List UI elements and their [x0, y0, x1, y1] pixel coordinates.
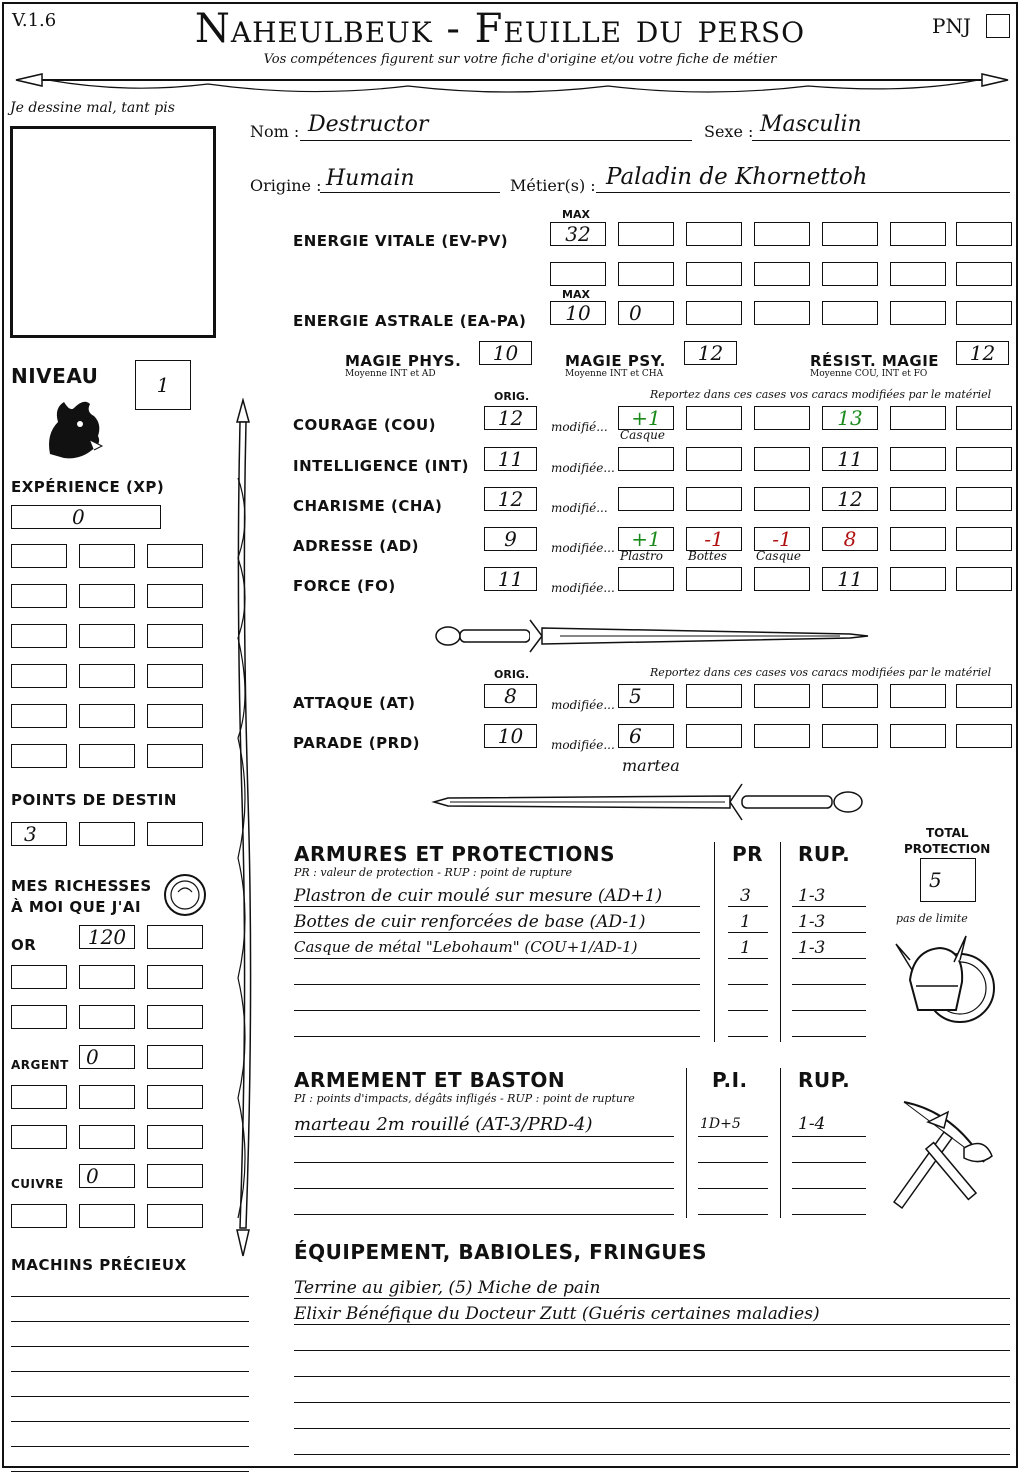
stat-mod-box[interactable]: 11	[822, 447, 878, 471]
weapon-line	[698, 1188, 768, 1189]
armor-item-rup[interactable]: 1-3	[798, 886, 826, 906]
stat-mod-note: Bottes	[688, 549, 727, 563]
weapon-item-rup[interactable]: 1-4	[798, 1114, 826, 1134]
stat-mod-box[interactable]	[618, 487, 674, 511]
page-title: Naheulbeuk - Feuille du perso	[194, 6, 806, 52]
or-box[interactable]	[79, 1005, 135, 1029]
resist-magie-note: Moyenne COU, INT et FO	[810, 369, 928, 379]
ev-box[interactable]	[754, 262, 810, 286]
stat-mod-label: modifié...	[551, 501, 608, 515]
total-label-2: PROTECTION	[904, 842, 991, 856]
niveau-box[interactable]: 1	[135, 360, 191, 410]
stat-mod-box[interactable]	[890, 567, 946, 591]
combat-orig-box[interactable]: 8	[484, 684, 537, 708]
total-note: pas de limite	[896, 912, 968, 925]
armor-line	[728, 906, 768, 907]
ev-box[interactable]	[890, 262, 946, 286]
armor-line	[792, 958, 866, 959]
combat-orig-label: ORIG.	[494, 668, 530, 681]
xp-box[interactable]	[79, 584, 135, 608]
cuivre-box[interactable]	[79, 1204, 135, 1228]
xp-box[interactable]	[11, 624, 67, 648]
xp-box[interactable]	[147, 584, 203, 608]
cuivre-label: CUIVRE	[11, 1177, 64, 1191]
coin-icon	[162, 872, 208, 918]
ev-box[interactable]	[956, 262, 1012, 286]
ea-label: ENERGIE ASTRALE (EA-PA)	[293, 312, 527, 330]
weapon-line	[698, 1136, 768, 1137]
combat-mod-box[interactable]	[754, 724, 810, 748]
or-box[interactable]	[147, 925, 203, 949]
argent-label: ARGENT	[11, 1058, 69, 1072]
nom-label: Nom :	[250, 122, 300, 141]
weapon-item-name[interactable]: marteau 2m rouillé (AT-3/PRD-4)	[294, 1114, 593, 1135]
ev-label: ENERGIE VITALE (EV-PV)	[293, 232, 509, 250]
stat-mod-box[interactable]: 8	[822, 527, 878, 551]
xp-box[interactable]	[147, 704, 203, 728]
pnj-checkbox[interactable]	[986, 14, 1010, 38]
stat-mod-box[interactable]	[686, 487, 742, 511]
armor-line	[294, 984, 700, 985]
equipment-title: ÉQUIPEMENT, BABIOLES, FRINGUES	[294, 1240, 708, 1264]
armor-pr-label: PR	[732, 842, 764, 866]
weapon-line	[294, 1214, 674, 1215]
dragon-icon	[40, 394, 106, 464]
magie-phys-note: Moyenne INT et AD	[345, 369, 436, 379]
weapon-line	[294, 1162, 674, 1163]
magie-psy-note: Moyenne INT et CHA	[565, 369, 664, 379]
combat-mod-box[interactable]	[754, 684, 810, 708]
xp-box[interactable]	[147, 744, 203, 768]
stat-mod-box[interactable]: 11	[822, 567, 878, 591]
cuivre-box[interactable]	[147, 1164, 203, 1188]
stat-mod-box[interactable]	[754, 406, 810, 430]
combat-orig-box[interactable]: 10	[484, 724, 537, 748]
armor-line	[294, 906, 700, 907]
ev-box[interactable]	[956, 222, 1012, 246]
richesses-label-2: À MOI QUE J'AI	[11, 898, 142, 916]
armor-line	[792, 932, 866, 933]
portrait-caption: Je dessine mal, tant pis	[10, 100, 175, 116]
stat-mod-label: modifiée...	[551, 461, 615, 475]
armor-item-rup[interactable]: 1-3	[798, 938, 826, 958]
machins-line[interactable]	[11, 1471, 249, 1472]
argent-box[interactable]	[147, 1045, 203, 1069]
ev-box[interactable]	[686, 262, 742, 286]
armor-item-name[interactable]: Casque de métal "Lebohaum" (COU+1/AD-1)	[294, 938, 638, 956]
stat-mod-box[interactable]: -1	[754, 527, 810, 551]
stat-label: INTELLIGENCE (INT)	[293, 457, 469, 475]
xp-box[interactable]	[11, 584, 67, 608]
armor-item-name[interactable]: Bottes de cuir renforcées de base (AD-1)	[294, 912, 646, 932]
armor-line	[294, 1036, 700, 1037]
origine-label: Origine :	[250, 176, 322, 195]
ev-box[interactable]	[822, 262, 878, 286]
weapon-item-pi[interactable]: 1D+5	[700, 1116, 741, 1132]
ea-max-box[interactable]: 10	[550, 301, 606, 325]
armor-title: ARMURES ET PROTECTIONS	[294, 842, 615, 866]
cuivre-box[interactable]: 0	[79, 1164, 135, 1188]
ev-box[interactable]	[550, 262, 606, 286]
stat-mod-box[interactable]	[956, 567, 1012, 591]
ev-box[interactable]	[686, 222, 742, 246]
weapon-line	[792, 1162, 866, 1163]
ev-box[interactable]	[890, 222, 946, 246]
armor-line	[294, 958, 700, 959]
combat-mod-box[interactable]	[686, 724, 742, 748]
armor-line	[728, 1010, 768, 1011]
niveau-label: NIVEAU	[11, 364, 99, 388]
stat-mod-note: Casque	[620, 428, 666, 442]
stat-mod-box[interactable]	[686, 567, 742, 591]
combat-mod-box[interactable]	[822, 724, 878, 748]
armor-line	[792, 984, 866, 985]
combat-mod-box[interactable]: 6	[618, 724, 674, 748]
or-box[interactable]	[11, 965, 67, 989]
weapons-icon	[884, 1092, 1004, 1216]
combat-mod-box[interactable]: 5	[618, 684, 674, 708]
helmet-shield-icon	[890, 930, 1000, 1034]
argent-box[interactable]	[147, 1125, 203, 1149]
weapon-line	[294, 1136, 674, 1137]
stat-orig-box[interactable]: 11	[484, 567, 537, 591]
stat-mod-box[interactable]	[956, 406, 1012, 430]
armor-rup-label: RUP.	[798, 842, 851, 866]
stat-mod-box[interactable]	[754, 567, 810, 591]
stat-label: CHARISME (CHA)	[293, 497, 443, 515]
equipment-line	[294, 1376, 1010, 1377]
stat-mod-label: modifiée...	[551, 541, 615, 555]
metier-value[interactable]: Paladin de Khornettoh	[606, 164, 868, 190]
stat-mod-box[interactable]: +1	[618, 527, 674, 551]
weapons-title: ARMEMENT ET BASTON	[294, 1068, 566, 1092]
xp-box[interactable]: 0	[11, 505, 161, 529]
stat-label: COURAGE (COU)	[293, 416, 437, 434]
ev-box[interactable]: 32	[550, 222, 606, 246]
stat-mod-box[interactable]	[890, 406, 946, 430]
stat-orig-box[interactable]: 11	[484, 447, 537, 471]
stat-mod-box[interactable]	[956, 447, 1012, 471]
equipment-line	[294, 1350, 1010, 1351]
total-protection-box[interactable]: 5	[920, 858, 976, 902]
resist-magie-box[interactable]: 12	[956, 341, 1009, 365]
stat-mod-box[interactable]	[618, 567, 674, 591]
argent-box[interactable]	[79, 1125, 135, 1149]
ea-box[interactable]	[956, 301, 1012, 325]
magie-phys-box[interactable]: 10	[479, 341, 532, 365]
armor-item-pr[interactable]: 1	[740, 938, 751, 958]
weapons-pi-label: P.I.	[712, 1068, 748, 1092]
ev-max-label: MAX	[562, 208, 590, 221]
stat-mod-box[interactable]: -1	[686, 527, 742, 551]
resist-magie-label: RÉSIST. MAGIE	[810, 352, 940, 370]
xp-label: EXPÉRIENCE (XP)	[11, 478, 165, 496]
weapon-line	[792, 1136, 866, 1137]
stat-mod-box[interactable]	[754, 447, 810, 471]
stat-mod-box[interactable]	[890, 527, 946, 551]
weapon-line	[792, 1188, 866, 1189]
armor-item-rup[interactable]: 1-3	[798, 912, 826, 932]
or-box[interactable]	[147, 1005, 203, 1029]
ev-box[interactable]	[822, 222, 878, 246]
stat-orig-box[interactable]: 12	[484, 487, 537, 511]
stat-label: FORCE (FO)	[293, 577, 396, 595]
machins-line[interactable]	[11, 1346, 249, 1347]
xp-box[interactable]	[147, 664, 203, 688]
combat-report-note: Reportez dans ces cases vos caracs modifiées par le matériel	[650, 666, 992, 679]
stat-mod-box[interactable]: 13	[822, 406, 878, 430]
weapon-line	[698, 1162, 768, 1163]
destin-box[interactable]	[79, 822, 135, 846]
pnj-label: PNJ	[932, 14, 971, 38]
equipment-line	[294, 1324, 1010, 1325]
or-box[interactable]	[79, 965, 135, 989]
xp-box[interactable]	[79, 624, 135, 648]
combat-mod-box[interactable]	[686, 684, 742, 708]
stat-orig-box[interactable]: 12	[484, 406, 537, 430]
machins-line[interactable]	[11, 1396, 249, 1397]
armor-line	[792, 906, 866, 907]
xp-box[interactable]	[11, 704, 67, 728]
weapon-line	[698, 1214, 768, 1215]
argent-box[interactable]: 0	[79, 1045, 135, 1069]
stat-mod-label: modifié...	[551, 420, 608, 434]
combat-mod-box[interactable]	[956, 684, 1012, 708]
xp-box[interactable]	[11, 664, 67, 688]
armor-line	[728, 932, 768, 933]
magie-phys-label: MAGIE PHYS.	[345, 352, 462, 370]
combat-mod-label: modifiée...	[551, 738, 615, 752]
stat-mod-box[interactable]: +1	[618, 406, 674, 430]
nom-value[interactable]: Destructor	[308, 112, 429, 137]
page-subtitle: Vos compétences figurent sur votre fiche d'origine et/ou votre fiche de métier	[263, 52, 777, 67]
armor-item-pr[interactable]: 3	[740, 886, 751, 906]
machins-line[interactable]	[11, 1321, 249, 1322]
equipment-item[interactable]: Terrine au gibier, (5) Miche de pain	[294, 1278, 601, 1298]
argent-box[interactable]	[11, 1125, 67, 1149]
stat-mod-box[interactable]	[686, 447, 742, 471]
argent-box[interactable]	[79, 1085, 135, 1109]
xp-box[interactable]	[79, 544, 135, 568]
machins-line[interactable]	[11, 1421, 249, 1422]
destin-box[interactable]: 3	[11, 822, 67, 846]
or-box[interactable]	[11, 1005, 67, 1029]
staff-icon	[228, 398, 258, 1258]
armor-line	[728, 984, 768, 985]
ea-box[interactable]	[890, 301, 946, 325]
combat-mod-box[interactable]	[822, 684, 878, 708]
stat-label: ADRESSE (AD)	[293, 537, 420, 555]
xp-box[interactable]	[79, 744, 135, 768]
or-box[interactable]: 120	[79, 925, 135, 949]
stat-mod-box[interactable]	[686, 406, 742, 430]
origine-value[interactable]: Humain	[326, 166, 415, 191]
ea-current-box[interactable]: 0	[618, 301, 674, 325]
equipment-line	[294, 1454, 1010, 1455]
machins-label: MACHINS PRÉCIEUX	[11, 1256, 187, 1274]
destin-box[interactable]	[147, 822, 203, 846]
spear-divider-icon	[8, 64, 1016, 104]
metier-label: Métier(s) :	[510, 176, 596, 195]
cuivre-box[interactable]	[147, 1204, 203, 1228]
sword-icon	[430, 614, 870, 658]
combat-mod-box[interactable]	[890, 724, 946, 748]
stat-mod-note: Plastro	[620, 549, 664, 563]
weapon-line	[792, 1214, 866, 1215]
magie-psy-box[interactable]: 12	[684, 341, 737, 365]
portrait-box[interactable]	[10, 126, 216, 338]
stats-orig-label: ORIG.	[494, 390, 530, 403]
combat-mod-label: modifiée...	[551, 698, 615, 712]
machins-line[interactable]	[11, 1296, 249, 1297]
cuivre-box[interactable]	[11, 1204, 67, 1228]
stat-mod-box[interactable]	[618, 447, 674, 471]
stat-mod-box[interactable]: 12	[822, 487, 878, 511]
combat-mod-box[interactable]	[890, 684, 946, 708]
ev-box[interactable]	[618, 222, 674, 246]
machins-line[interactable]	[11, 1446, 249, 1447]
ea-box[interactable]	[686, 301, 742, 325]
stat-mod-box[interactable]	[890, 447, 946, 471]
weapons-rup-label: RUP.	[798, 1068, 851, 1092]
equipment-line	[294, 1428, 1010, 1429]
armor-item-pr[interactable]: 1	[740, 912, 751, 932]
sword-icon	[430, 780, 870, 824]
machins-line[interactable]	[11, 1371, 249, 1372]
xp-box[interactable]	[147, 624, 203, 648]
armor-line	[294, 1010, 700, 1011]
xp-box[interactable]	[79, 704, 135, 728]
richesses-label: MES RICHESSES	[11, 877, 152, 895]
combat-note: martea	[622, 756, 680, 775]
total-label: TOTAL	[926, 826, 969, 840]
stat-mod-box[interactable]	[956, 487, 1012, 511]
sexe-value[interactable]: Masculin	[760, 112, 862, 137]
armor-line	[728, 1036, 768, 1037]
combat-mod-box[interactable]	[956, 724, 1012, 748]
or-label: OR	[11, 936, 37, 954]
destin-label: POINTS DE DESTIN	[11, 791, 177, 809]
ea-box[interactable]	[754, 301, 810, 325]
weapon-line	[294, 1188, 674, 1189]
ev-box[interactable]	[754, 222, 810, 246]
combat-label: PARADE (PRD)	[293, 734, 421, 752]
xp-box[interactable]	[79, 664, 135, 688]
armor-line	[728, 958, 768, 959]
argent-box[interactable]	[11, 1085, 67, 1109]
combat-label: ATTAQUE (AT)	[293, 694, 416, 712]
stat-orig-box[interactable]: 9	[484, 527, 537, 551]
equipment-item[interactable]: Elixir Bénéfique du Docteur Zutt (Guéris certaines maladies)	[294, 1304, 820, 1324]
equipment-line	[294, 1402, 1010, 1403]
equipment-line	[294, 1298, 1010, 1299]
ea-max-label: MAX	[562, 288, 590, 301]
stats-report-note: Reportez dans ces cases vos caracs modifiées par le matériel	[650, 388, 992, 401]
ea-box[interactable]	[822, 301, 878, 325]
stat-mod-note: Casque	[756, 549, 802, 563]
xp-box[interactable]	[11, 544, 67, 568]
armor-item-name[interactable]: Plastron de cuir moulé sur mesure (AD+1)	[294, 886, 663, 906]
stat-mod-label: modifiée...	[551, 581, 615, 595]
stat-mod-box[interactable]	[890, 487, 946, 511]
weapons-note: PI : points d'impacts, dégâts infligés - RUP : point de rupture	[294, 1092, 635, 1105]
xp-box[interactable]	[147, 544, 203, 568]
xp-box[interactable]	[11, 744, 67, 768]
armor-line	[792, 1010, 866, 1011]
armor-note: PR : valeur de protection - RUP : point de rupture	[294, 866, 572, 879]
stat-mod-box[interactable]	[956, 527, 1012, 551]
armor-line	[792, 1036, 866, 1037]
argent-box[interactable]	[147, 1085, 203, 1109]
magie-psy-label: MAGIE PSY.	[565, 352, 666, 370]
or-box[interactable]	[147, 965, 203, 989]
stat-mod-box[interactable]	[754, 487, 810, 511]
armor-line	[294, 932, 700, 933]
sexe-label: Sexe :	[704, 122, 754, 141]
ev-box[interactable]	[618, 262, 674, 286]
version-label: V.1.6	[12, 10, 57, 31]
